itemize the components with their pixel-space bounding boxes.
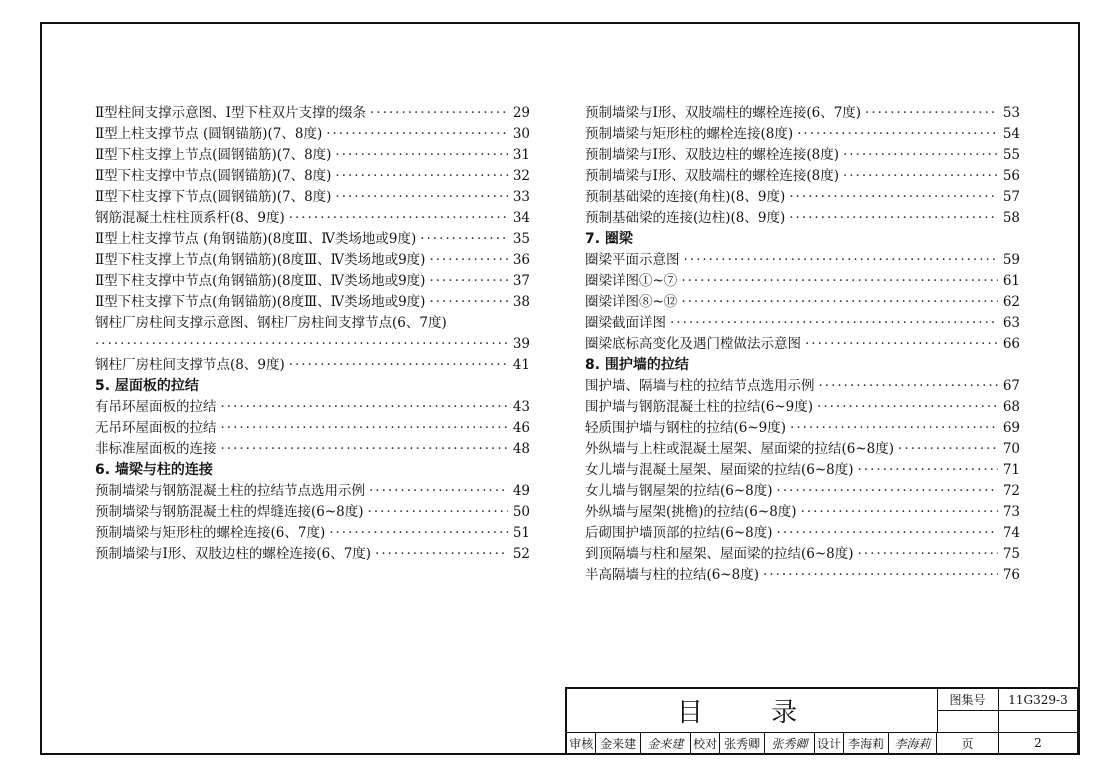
toc-entry-title: 5. 屋面板的拉结	[95, 378, 199, 394]
toc-page-number: 66	[1002, 336, 1020, 352]
toc-section-heading	[585, 355, 1020, 376]
dot-leader	[790, 418, 998, 439]
toc-page-number: 74	[1002, 525, 1020, 541]
toc-left-column	[95, 103, 530, 565]
dot-leader	[858, 544, 998, 565]
toc-page-number: 34	[512, 210, 530, 226]
dot-leader	[329, 523, 508, 544]
toc-entry-title: 圈梁详图⑧~⑫	[585, 294, 678, 310]
toc-entry-title: Ⅱ型下柱支撑下节点(角钢锚筋)(8度Ⅲ、Ⅳ类场地或9度)	[95, 294, 426, 310]
toc-entry-title: 女儿墙与钢屋架的拉结(6~8度)	[585, 483, 773, 499]
toc-entry-title: 8. 围护墙的拉结	[585, 357, 689, 373]
toc-entry	[585, 145, 1020, 166]
dot-leader	[681, 271, 998, 292]
toc-entry-title: Ⅱ型下柱支撑中节点(圆钢锚筋)(7、8度)	[95, 168, 332, 184]
dot-leader	[817, 397, 998, 418]
dot-leader	[789, 187, 998, 208]
toc-entry	[585, 334, 1020, 355]
dot-leader	[843, 166, 998, 187]
toc-entry-title: Ⅱ型上柱支撑节点 (角钢锚筋)(8度Ⅲ、Ⅳ类场地或9度)	[95, 231, 417, 247]
dot-leader	[368, 502, 508, 523]
toc-entry	[585, 271, 1020, 292]
dot-leader	[95, 334, 508, 355]
toc-entry-title: 预制基础梁的连接(角柱)(8、9度)	[585, 189, 786, 205]
toc-entry-title: Ⅱ型下柱支撑中节点(角钢锚筋)(8度Ⅲ、Ⅳ类场地或9度)	[95, 273, 426, 289]
toc-entry	[585, 187, 1020, 208]
toc-entry-title: Ⅱ型下柱支撑上节点(圆钢锚筋)(7、8度)	[95, 147, 332, 163]
toc-entry-title: 预制墙梁与钢筋混凝土柱的焊缝连接(6~8度)	[95, 504, 364, 520]
toc-entry	[585, 292, 1020, 313]
toc-entry-title: 预制墙梁与Ⅰ形、双肢边柱的螺栓连接(6、7度)	[95, 546, 372, 562]
toc-entry	[585, 418, 1020, 439]
toc-page-number: 32	[512, 168, 530, 184]
toc-page-number: 61	[1002, 273, 1020, 289]
dot-leader	[289, 208, 508, 229]
toc-entry	[95, 439, 530, 460]
toc-entry	[95, 271, 530, 292]
atlas-number-label: 图集号	[937, 689, 999, 711]
toc-entry-title: 圈梁平面示意图	[585, 252, 680, 268]
toc-page-number: 48	[512, 441, 530, 457]
toc-entry-title: Ⅱ型下柱支撑上节点(角钢锚筋)(8度Ⅲ、Ⅳ类场地或9度)	[95, 252, 426, 268]
title-block	[565, 687, 1078, 753]
toc-entry	[95, 355, 530, 376]
atlas-blank-upper	[937, 711, 999, 732]
dot-leader	[670, 313, 998, 334]
toc-entry	[585, 103, 1020, 124]
toc-entry-title: 到顶隔墙与柱和屋架、屋面梁的拉结(6~8度)	[585, 546, 854, 562]
toc-entry	[585, 208, 1020, 229]
dot-leader	[375, 544, 508, 565]
toc-entry-title: 圈梁底标高变化及遇门樘做法示意图	[585, 336, 801, 352]
dot-leader	[420, 229, 508, 250]
toc-entry	[95, 292, 530, 313]
toc-entry	[95, 229, 530, 250]
dot-leader	[429, 292, 508, 313]
toc-entry-title: 外纵墙与屋架(挑檐)的拉结(6~8度)	[585, 504, 797, 520]
toc-entry	[585, 397, 1020, 418]
toc-entry	[95, 103, 530, 124]
toc-entry-title: 钢筋混凝土柱柱顶系杆(8、9度)	[95, 210, 285, 226]
toc-entry	[585, 565, 1020, 586]
atlas-blank-upper-right	[999, 711, 1078, 732]
toc-entry-title: 围护墙、隔墙与柱的拉结节点选用示例	[585, 378, 815, 394]
toc-entry	[95, 250, 530, 271]
toc-page-number: 59	[1002, 252, 1020, 268]
toc-page-number: 33	[512, 189, 530, 205]
toc-page-number: 58	[1002, 210, 1020, 226]
dot-leader	[763, 565, 998, 586]
toc-page-number: 52	[512, 546, 530, 562]
check-label: 校对	[691, 732, 720, 754]
toc-entry-title: 围护墙与钢筋混凝土柱的拉结(6~9度)	[585, 399, 814, 415]
toc-page-number: 35	[512, 231, 530, 247]
dot-leader	[684, 250, 999, 271]
dot-leader	[335, 145, 508, 166]
toc-entry	[95, 418, 530, 439]
toc-entry-title: 轻质围护墙与钢柱的拉结(6~9度)	[585, 420, 787, 436]
toc-entry	[95, 502, 530, 523]
toc-page-number: 43	[512, 399, 530, 415]
dot-leader	[369, 481, 508, 502]
toc-entry-title: 6. 墙梁与柱的连接	[95, 462, 213, 478]
toc-entry-title: 预制墙梁与矩形柱的螺栓连接(8度)	[585, 126, 794, 142]
toc-entry-title: 预制墙梁与Ⅰ形、双肢端柱的螺栓连接(6、7度)	[585, 105, 862, 121]
page-label: 页	[937, 732, 999, 754]
dot-leader	[805, 334, 998, 355]
toc-page-number: 69	[1002, 420, 1020, 436]
design-label: 设计	[815, 732, 844, 754]
dot-leader	[335, 166, 508, 187]
toc-entry	[95, 334, 530, 355]
toc-entry	[95, 313, 530, 334]
toc-page-number: 56	[1002, 168, 1020, 184]
toc-page-number: 36	[512, 252, 530, 268]
toc-entry-title: 预制墙梁与Ⅰ形、双肢端柱的螺栓连接(8度)	[585, 168, 839, 184]
toc-right-column	[585, 103, 1020, 586]
toc-entry	[585, 313, 1020, 334]
toc-entry	[585, 124, 1020, 145]
toc-entry-title: 预制墙梁与钢筋混凝土柱的拉结节点选用示例	[95, 483, 365, 499]
document-title: 目 录	[567, 689, 938, 733]
reviewer-name: 金来建	[596, 732, 640, 754]
toc-entry-title: 钢柱厂房柱间支撑节点(8、9度)	[95, 357, 285, 373]
toc-page-number: 67	[1002, 378, 1020, 394]
toc-entry-title: 钢柱厂房柱间支撑示意图、钢柱厂房柱间支撑节点(6、7度)	[95, 315, 447, 331]
toc-entry-title: 7. 圈梁	[585, 231, 633, 247]
toc-page-number: 31	[512, 147, 530, 163]
dot-leader	[819, 376, 999, 397]
toc-entry	[95, 145, 530, 166]
dot-leader	[801, 502, 998, 523]
toc-section-heading	[585, 229, 1020, 250]
toc-entry	[585, 502, 1020, 523]
dot-leader	[221, 397, 509, 418]
toc-entry-title: 有吊环屋面板的拉结	[95, 399, 217, 415]
toc-page-number: 39	[512, 336, 530, 352]
toc-page-number: 53	[1002, 105, 1020, 121]
toc-entry-title: Ⅱ型下柱支撑下节点(圆钢锚筋)(7、8度)	[95, 189, 332, 205]
toc-entry	[585, 523, 1020, 544]
toc-entry	[95, 397, 530, 418]
toc-entry	[95, 481, 530, 502]
dot-leader	[898, 439, 998, 460]
toc-entry-title: 预制墙梁与Ⅰ形、双肢边柱的螺栓连接(8度)	[585, 147, 839, 163]
dot-leader	[843, 145, 998, 166]
toc-page-number: 51	[512, 525, 530, 541]
toc-entry	[585, 250, 1020, 271]
dot-leader	[335, 187, 508, 208]
dot-leader	[865, 103, 998, 124]
toc-entry	[585, 166, 1020, 187]
dot-leader	[370, 103, 508, 124]
dot-leader	[429, 271, 508, 292]
toc-entry	[95, 124, 530, 145]
toc-entry-title: 非标准屋面板的连接	[95, 441, 217, 457]
dot-leader	[326, 124, 508, 145]
toc-entry	[95, 544, 530, 565]
toc-section-heading	[95, 376, 530, 397]
atlas-number: 11G329-3	[999, 689, 1078, 711]
dot-leader	[797, 124, 998, 145]
toc-entry-title: 预制基础梁的连接(边柱)(8、9度)	[585, 210, 786, 226]
dot-leader	[789, 208, 998, 229]
toc-entry	[95, 523, 530, 544]
toc-entry-title: Ⅱ型柱间支撑示意图、Ⅰ型下柱双片支撑的缀条	[95, 105, 367, 121]
toc-page-number: 72	[1002, 483, 1020, 499]
toc-page-number: 68	[1002, 399, 1020, 415]
dot-leader	[221, 439, 509, 460]
dot-leader	[289, 355, 508, 376]
toc-page-number: 30	[512, 126, 530, 142]
page-number: 2	[999, 732, 1078, 754]
designer-name: 李海莉	[844, 732, 888, 754]
toc-page-number: 29	[512, 105, 530, 121]
toc-page-number: 38	[512, 294, 530, 310]
dot-leader	[777, 523, 998, 544]
toc-page-number: 62	[1002, 294, 1020, 310]
signature-row	[567, 732, 937, 754]
checker-signature: 张秀卿	[765, 732, 815, 754]
dot-leader	[681, 292, 998, 313]
toc-entry-title: 圈梁详图①~⑦	[585, 273, 678, 289]
toc-section-heading	[95, 460, 530, 481]
toc-page-number: 50	[512, 504, 530, 520]
toc-page-number: 49	[512, 483, 530, 499]
toc-entry-title: Ⅱ型上柱支撑节点 (圆钢锚筋)(7、8度)	[95, 126, 323, 142]
dot-leader	[221, 418, 509, 439]
dot-leader	[429, 250, 508, 271]
toc-page-number: 57	[1002, 189, 1020, 205]
toc-entry	[585, 376, 1020, 397]
toc-page-number: 71	[1002, 462, 1020, 478]
toc-entry-title: 无吊环屋面板的拉结	[95, 420, 217, 436]
designer-signature: 李海莉	[894, 736, 931, 751]
toc-entry-title: 女儿墙与混凝土屋架、屋面梁的拉结(6~8度)	[585, 462, 854, 478]
toc-page-number: 55	[1002, 147, 1020, 163]
toc-entry	[585, 439, 1020, 460]
toc-entry-title: 外纵墙与上柱或混凝土屋架、屋面梁的拉结(6~8度)	[585, 441, 895, 457]
toc-entry-title: 后砌围护墙顶部的拉结(6~8度)	[585, 525, 773, 541]
dot-leader	[777, 481, 998, 502]
checker-name: 张秀卿	[720, 732, 764, 754]
toc-entry-title: 预制墙梁与矩形柱的螺栓连接(6、7度)	[95, 525, 326, 541]
toc-entry-title: 圈梁截面详图	[585, 315, 666, 331]
toc-page-number: 75	[1002, 546, 1020, 562]
toc-page-number: 41	[512, 357, 530, 373]
toc-entry	[95, 208, 530, 229]
toc-entry	[95, 187, 530, 208]
toc-page-number: 76	[1002, 567, 1020, 583]
toc-page-number: 70	[1002, 441, 1020, 457]
toc-entry	[585, 481, 1020, 502]
toc-page-number: 37	[512, 273, 530, 289]
toc-page-number: 63	[1002, 315, 1020, 331]
toc-entry	[585, 544, 1020, 565]
toc-entry	[585, 460, 1020, 481]
toc-page-number: 54	[1002, 126, 1020, 142]
reviewer-signature: 金来建	[641, 732, 691, 754]
toc-page-number: 46	[512, 420, 530, 436]
review-label: 审核	[567, 732, 596, 754]
toc-entry-title: 半高隔墙与柱的拉结(6~8度)	[585, 567, 760, 583]
dot-leader	[858, 460, 998, 481]
toc-entry	[95, 166, 530, 187]
toc-page-number: 73	[1002, 504, 1020, 520]
